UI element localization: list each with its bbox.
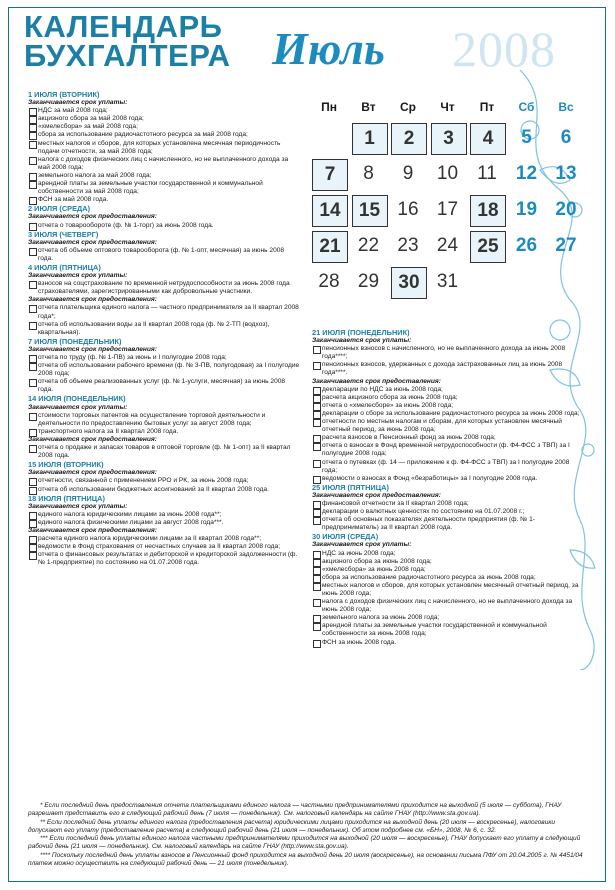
checklist-item: арендной платы за земельные участки государственной и коммунальной собственности за май 2008 года; (28, 180, 300, 196)
deadline-subheading: Заканчивается срок предоставления: (28, 296, 157, 304)
calendar-day: 28 (318, 271, 340, 292)
weekday-label: Вс (558, 100, 574, 114)
checklist-item: сбора за использование радиочастотного ресурса за май 2008 года; (28, 131, 300, 139)
deadline-subheading: Заканчивается срок предоставления: (28, 469, 157, 477)
checklist-item: НДС за май 2008 года; (28, 107, 300, 115)
year-title: 2008 (452, 21, 556, 77)
calendar-day: 14 (312, 195, 348, 227)
checklist-item: отчета об основных показателях деятельности предприятия (ф. № 1-предприниматель) за II квартал 2008 года. (312, 516, 584, 532)
checklist-item: местных налогов и сборов, для которых установлен месячный отчетный период, за июнь 2008 года; (312, 582, 584, 598)
calendar-day: 16 (397, 199, 419, 220)
checklist-item: отчетности по местным налогам и сборам, для которых установлен месячный отчетный период, за июнь 2008 года; (312, 418, 584, 434)
calendar-day: 9 (402, 163, 414, 184)
date-heading: 18 ИЮЛЯ (ПЯТНИЦА) (28, 493, 105, 503)
calendar-day: 11 (477, 163, 497, 184)
checklist-item: налога с доходов физических лиц с начисленного, но не выплаченного дохода за июнь 2008 года; (312, 598, 584, 614)
deadline-subheading: Заканчивается срок предоставления: (312, 377, 441, 385)
month-title: Июль (272, 23, 385, 74)
checklist-item: акцизного сбора за июнь 2008 года; (312, 558, 584, 566)
calendar-day: 26 (515, 235, 538, 256)
calendar-day: 3 (431, 123, 467, 155)
date-heading: 30 ИЮЛЯ (СРЕДА) (312, 532, 379, 542)
checklist-item: сбора за использование радиочастотного ресурса за июнь 2008 года; (312, 574, 584, 582)
footnotes (28, 802, 588, 868)
logo-line-1: КАЛЕНДАРЬ (24, 9, 223, 44)
magazine-logo (24, 9, 231, 73)
deadline-subheading: Заканчивается срок уплаты: (312, 337, 412, 345)
footnote: * Если последний день предоставления отчета плательщиками единого налога — частными предпринимателями приходится на выходной (5 июля — суббота), ГНАУ разрешает представить его в следующий рабочий день (7 июля — понедельник). См. налоговый календарь на сайте ГНАУ (http://www.sta.gov.ua). (28, 802, 562, 818)
checklist-item: декларации о сборе за использование радиочастотного ресурса за июнь 2008 года; (312, 410, 584, 418)
checklist-item: отчета о продаже и запасах товаров в оптовой торговле (ф. № 1-опт) за II квартал 2008 года. (28, 444, 300, 460)
checklist-item: расчета взносов в Пенсионный фонд за июнь 2008 года; (312, 434, 584, 442)
weekday-label: Пт (479, 100, 495, 114)
calendar-day: 2 (391, 123, 427, 155)
calendar-day: 18 (470, 195, 506, 227)
checklist-item: декларации о валютных ценностях по состоянию на 01.07.2008 г.; (312, 508, 584, 516)
right-column (312, 328, 584, 647)
checklist-item: отчета о товарообороте (ф. № 1-торг) за июнь 2008 года. (28, 222, 300, 230)
deadline-subheading: Заканчивается срок предоставления: (28, 345, 157, 353)
calendar-day: 15 (352, 195, 388, 227)
checklist-item: отчета плательщика единого налога — частного предпринимателя за II квартал 2008 года*; (28, 304, 300, 320)
checklist-item: ведомости в Фонд страхования от несчастных случаев за II квартал 2008 года; (28, 543, 300, 551)
weekday-label: Вт (361, 100, 376, 114)
calendar-day: 5 (521, 127, 532, 148)
calendar-day: 1 (352, 123, 388, 155)
calendar-day: 25 (470, 231, 506, 263)
deadline-subheading: Заканчивается срок предоставления: (28, 238, 157, 246)
date-heading: 4 ИЮЛЯ (ПЯТНИЦА) (28, 262, 101, 272)
logo-line-2: БУХГАЛТЕРА (24, 38, 231, 73)
footnote: ** Если последний день уплаты единого налога (предоставления расчета) юридическими лицами приходится на выходной день (20 июля — воскресенье), налоговики допускают его уплату (предоставление расчета) в следующий рабочий день (21 июля — понедельник). Об этом подробнее см. «БН», 2008, № 6, с. 32. (28, 818, 556, 834)
checklist-item: стоимости торговых патентов на осуществление торговой деятельности и деятельности по предоставлению бытовых услуг за август 2008 года; (28, 412, 300, 428)
checklist-item: «хмелесбора» за июнь 2008 года; (312, 566, 584, 574)
checklist-item: отчета об объеме реализованных услуг (ф. № 1-услуги, месячная) за июнь 2008 года. (28, 378, 300, 394)
calendar-day: 20 (555, 199, 577, 220)
checklist-item: арендной платы за земельные участки государственной и коммунальной собственности за июнь 2008 года; (312, 622, 584, 638)
date-heading: 3 ИЮЛЯ (ЧЕТВЕРГ) (28, 229, 99, 239)
deadline-subheading: Заканчивается срок предоставления: (28, 435, 157, 443)
deadline-subheading: Заканчивается срок уплаты: (28, 272, 128, 280)
checklist-item: земельного налога за июнь 2008 года; (312, 614, 584, 622)
checklist-item: единого налога юридическими лицами за июнь 2008 года**; (28, 511, 300, 519)
date-heading: 7 ИЮЛЯ (ПОНЕДЕЛЬНИК) (28, 336, 122, 346)
calendar-day: 30 (391, 267, 427, 299)
checklist-item: отчета об использовании бюджетных ассигнований за II квартал 2008 года. (28, 486, 300, 494)
checklist-item: отчета о взносах в Фонд временной нетрудоспособности (ф. Ф4-ФСС з ТВП) за I полугодие 2008 года; (312, 442, 584, 458)
checklist-item: ФСН за июнь 2008 года. (312, 639, 584, 647)
checklist-item: взносов на соцстрахование по временной нетрудоспособности за июнь 2008 года страхователями, зарегистрированными как добровольные участники. (28, 280, 300, 296)
calendar-day: 29 (357, 271, 380, 292)
calendar-day: 21 (312, 231, 348, 263)
date-heading: 1 ИЮЛЯ (ВТОРНИК) (28, 90, 100, 99)
checklist-item: отчета о финансовых результатах и дебиторской и кредиторской задолженности (ф. № 1-предприятие) по состоянию на 01.07.2008 года. (28, 551, 300, 567)
weekday-label: Пн (321, 100, 337, 114)
checklist-item: расчета акцизного сбора за июнь 2008 года; (312, 394, 584, 402)
deadline-subheading: Заканчивается срок предоставления: (28, 213, 157, 221)
checklist-item: пенсионных взносов с начисленного, но не выплаченного дохода за июнь 2008 года****; (312, 345, 584, 361)
checklist-item: единого налога физическими лицами за август 2008 года***. (28, 519, 300, 527)
calendar-day: 7 (312, 159, 348, 191)
calendar-day: 8 (363, 163, 374, 184)
calendar-day: 24 (436, 235, 459, 256)
checklist-item: отчета по труду (ф. № 1-ПВ) за июнь и I полугодие 2008 года; (28, 354, 300, 362)
checklist-item: отчетности, связанной с применением РРО и РК, за июнь 2008 года; (28, 477, 300, 485)
deadline-subheading: Заканчивается срок уплаты: (312, 541, 412, 549)
checklist-item: финансовой отчетности за II квартал 2008 года; (312, 500, 584, 508)
calendar-day: 6 (560, 127, 572, 148)
date-heading: 14 ИЮЛЯ (ПОНЕДЕЛЬНИК) (28, 394, 126, 404)
checklist-item: земельного налога за май 2008 года; (28, 172, 300, 180)
checklist-item: налога с доходов физических лиц с начисленного, но не выплаченного дохода за май 2008 года; (28, 156, 300, 172)
deadline-subheading: Заканчивается срок уплаты: (28, 403, 128, 411)
checklist-item: отчета об объеме оптового товарооборота (ф. № 1-опт, месячная) за июнь 2008 года. (28, 247, 300, 263)
deadline-subheading: Заканчивается срок уплаты: (28, 99, 128, 107)
deadline-subheading: Заканчивается срок предоставления: (312, 491, 441, 499)
calendar-day: 23 (397, 235, 419, 256)
checklist-item: акцизного сбора за май 2008 года; (28, 115, 300, 123)
checklist-item: пенсионных взносов, удержанных с дохода застрахованных лиц за июнь 2008 года****. (312, 361, 584, 377)
checklist-item: транспортного налога за II квартал 2008 года. (28, 428, 300, 436)
calendar-day: 12 (515, 163, 538, 184)
calendar-day: 13 (555, 163, 577, 184)
left-column (28, 90, 300, 567)
calendar-day: 19 (515, 199, 538, 220)
date-heading: 25 ИЮЛЯ (ПЯТНИЦА) (312, 482, 389, 492)
calendar-day: 4 (470, 123, 506, 155)
date-heading: 21 ИЮЛЯ (ПОНЕДЕЛЬНИК) (312, 328, 410, 337)
calendar-day: 31 (436, 271, 459, 292)
checklist-item: расчета единого налога юридическими лицами за II квартал 2008 года**; (28, 535, 300, 543)
calendar-day: 22 (357, 235, 380, 256)
weekday-label: Ср (400, 100, 416, 114)
footnote: **** Поскольку последний день уплаты взносов в Пенсионный фонд приходится на выходной день 20 июля (воскресенье), на основании письма ПФУ от 20.04.2005 г. № 4451/04 платеж можно осуществить на следующий рабочий день — 21 июля (понедельник). (28, 851, 583, 868)
footnote: *** Если последний день уплаты единого налога частными предпринимателями приходится на выходной (20 июля — воскресенье), ГНАУ допускает его уплату в следующий рабочий день (21 июля — понедельник). См. налоговый календарь на сайте ГНАУ (http://www.sta.gov.ua). (28, 835, 581, 851)
calendar-day: 10 (436, 163, 459, 184)
checklist-item: декларации по НДС за июнь 2008 года; (312, 386, 584, 394)
weekday-label: Чт (440, 100, 455, 114)
date-heading: 2 ИЮЛЯ (СРЕДА) (28, 204, 91, 214)
checklist-item: отчета об использовании рабочего времени (ф. № 3-ПВ, полугодовая) за I полугодие 2008 года; (28, 362, 300, 378)
checklist-item: ФСН за май 2008 года. (28, 196, 300, 204)
calendar-day: 17 (436, 199, 459, 220)
weekday-label: Сб (518, 100, 535, 114)
deadline-subheading: Заканчивается срок предоставления: (28, 526, 157, 534)
checklist-item: местных налогов и сборов, для которых установлена месячная периодичность подачи отчетности, за май 2008 года; (28, 140, 300, 156)
checklist-item: ведомости о взносах в Фонд «безработицы» за I полугодие 2008 года. (312, 475, 584, 483)
checklist-item: НДС за июнь 2008 года; (312, 550, 584, 558)
checklist-item: «хмелесбора» за май 2008 года; (28, 123, 300, 131)
deadline-subheading: Заканчивается срок уплаты: (28, 502, 128, 510)
calendar-day: 27 (555, 235, 577, 256)
checklist-item: отчета о путевках (ф. 14 — приложение к ф. Ф4-ФСС з ТВП) за I полугодие 2008 года; (312, 459, 584, 475)
date-heading: 15 ИЮЛЯ (ВТОРНИК) (28, 460, 104, 470)
checklist-item: отчета об использовании воды за II квартал 2008 года (ф. № 2-ТП (водхоз), квартальная). (28, 321, 300, 337)
checklist-item: отчета о «хмелесборе» за июнь 2008 года; (312, 402, 584, 410)
